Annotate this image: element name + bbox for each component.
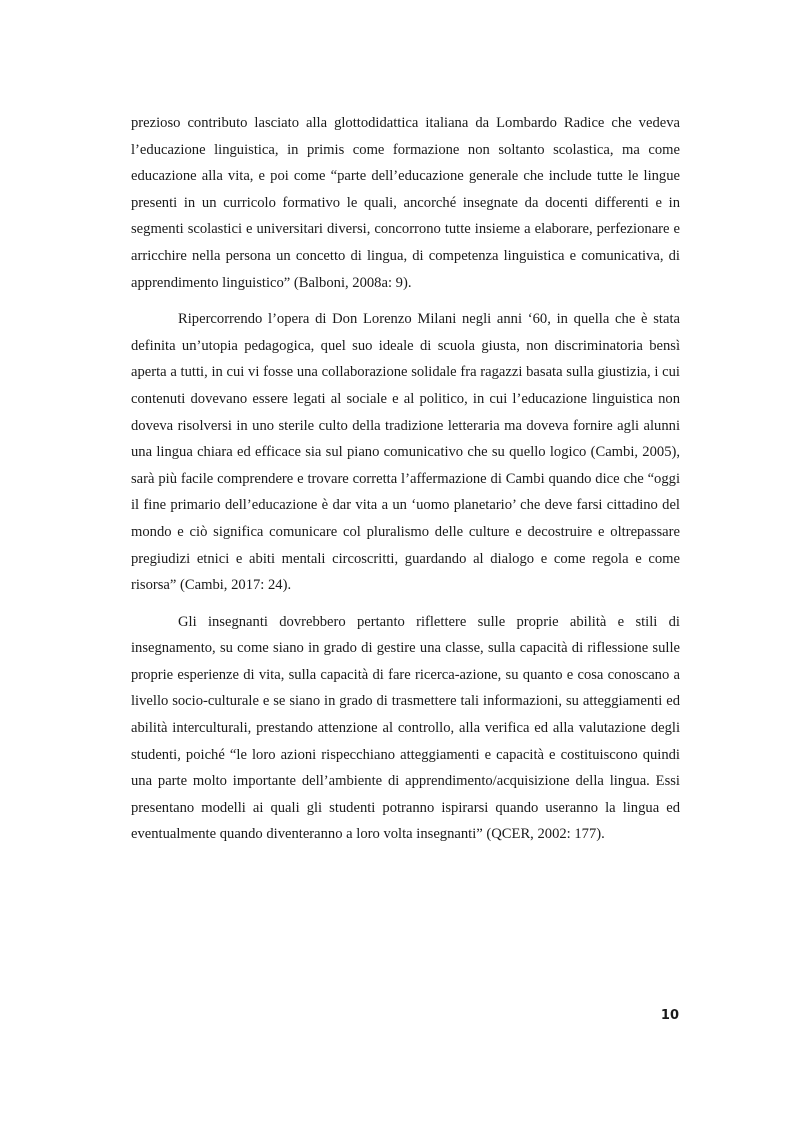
paragraph-3: Gli insegnanti dovrebbero pertanto riflettere sulle proprie abilità e stili di insegnamento, su come siano in grado di gestire una classe, sulla capacità di riflessione sulle proprie esperienze di vita, sulla capacità di fare ricerca-azione, su quanto e cosa conoscano a livello socio-culturale e se siano in grado di trasmettere tali informazioni, su atteggiamenti ed abilità interculturali, prestando attenzione al controllo, alla verifica ed alla valutazione degli studenti, poiché “le loro azioni rispecchiano atteggiamenti e capacità e costituiscono quindi una parte molto importante dell’ambiente di apprendimento/acquisizione della lingua. Essi presentano modelli ai quali gli studenti potranno ispirarsi quando useranno la lingua ed eventualmente quando diventeranno a loro volta insegnanti” (QCER, 2002: 177). <box>131 613 680 843</box>
page-number: 10 <box>660 1008 679 1023</box>
body-text <box>131 110 680 848</box>
paragraph-2: Ripercorrendo l’opera di Don Lorenzo Milani negli anni ‘60, in quella che è stata definita un’utopia pedagogica, quel suo ideale di scuola giusta, non discriminatoria bensì aperta a tutti, in cui vi fosse una collaborazione solidale fra ragazzi basata sulla giustizia, i cui contenuti dovevano essere legati al sociale e al politico, in cui l’educazione linguistica non doveva risolversi in uno sterile culto della tradizione letteraria ma doveva fornire agli alunni una lingua chiara ed efficace sia sul piano comunicativo che su quello logico (Cambi, 2005), sarà più facile comprendere e trovare corretta l’affermazione di Cambi quando dice che “oggi il fine primario dell’educazione è dar vita a un ‘uomo planetario’ che deve farsi cittadino del mondo e ciò significa comunicare col pluralismo delle culture e decostruire e oltrepassare pregiudizi etnici e abiti mentali circoscritti, guardando al dialogo e come regola e come risorsa” (Cambi, 2017: 24). <box>131 311 680 594</box>
paragraph-1: prezioso contributo lasciato alla glottodidattica italiana da Lombardo Radice che vedeva l’educazione linguistica, in primis come formazione non soltanto scolastica, ma come educazione alla vita, e poi come “parte dell’educazione generale che include tutte le lingue presenti in un curricolo formativo le quali, ancorché insegnate da docenti differenti e in segmenti scolastici e universitari diversi, concorrono tutte insieme a elaborare, perfezionare e arricchire nella persona un concetto di lingua, di competenza linguistica e comunicativa, di apprendimento linguistico” (Balboni, 2008a: 9). <box>131 115 680 291</box>
